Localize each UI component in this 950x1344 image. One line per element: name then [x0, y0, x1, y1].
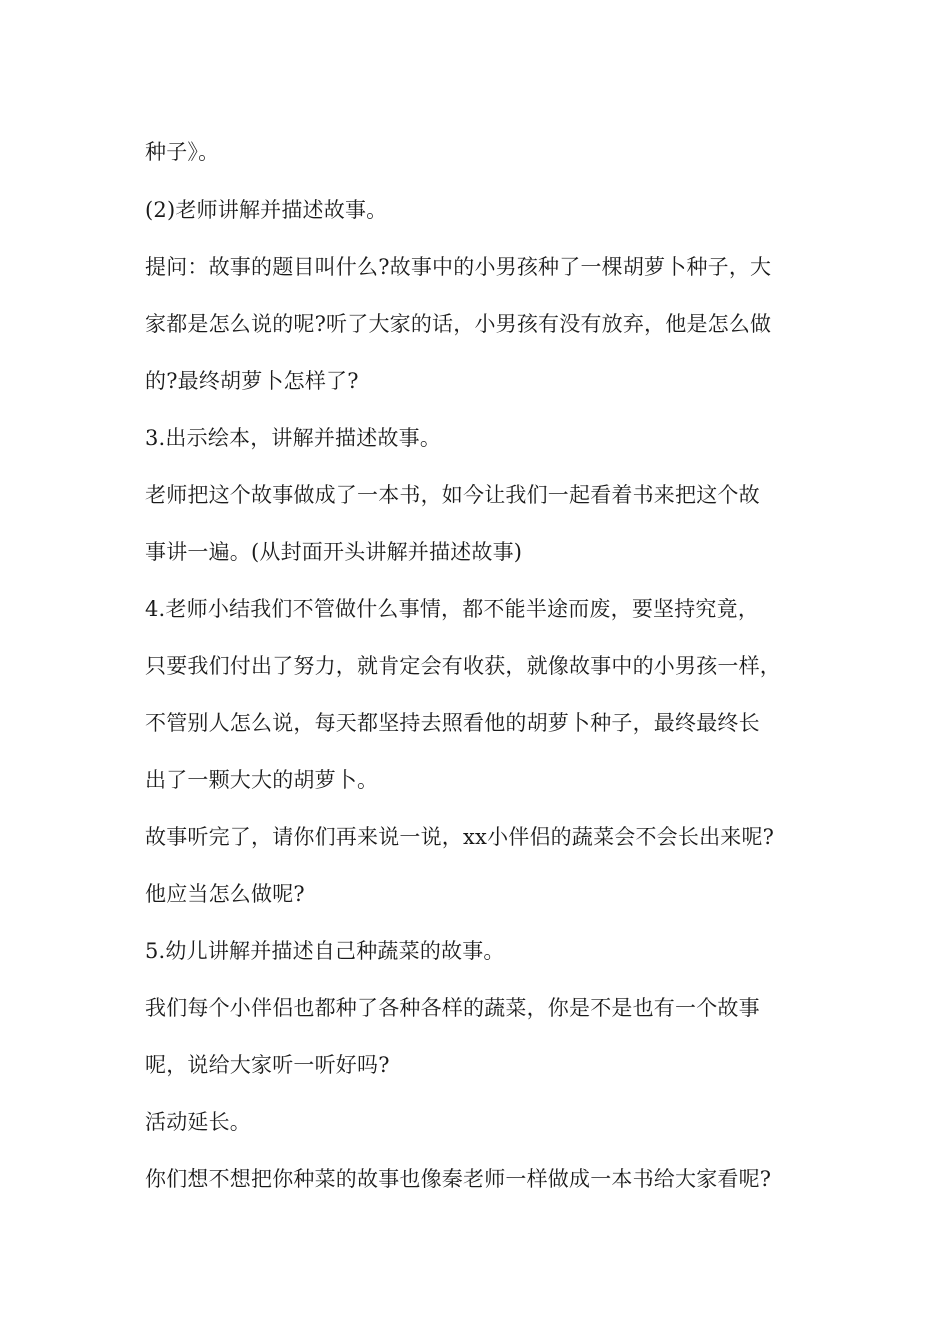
text-line: 事讲一遍。(从封面开头讲解并描述故事) — [145, 540, 523, 564]
text-line: 5.幼儿讲解并描述自己种蔬菜的故事。 — [145, 939, 505, 963]
text-line: 故事听完了，请你们再来说一说，xx小伴侣的蔬菜会不会长出来呢? — [145, 825, 775, 849]
text-line: 3.出示绘本，讲解并描述故事。 — [145, 426, 442, 450]
text-line: 家都是怎么说的呢?听了大家的话，小男孩有没有放弃，他是怎么做 — [145, 312, 772, 336]
text-line: 提问：故事的题目叫什么?故事中的小男孩种了一棵胡萝卜种子，大 — [145, 255, 772, 279]
text-line: 不管别人怎么说，每天都坚持去照看他的胡萝卜种子，最终最终长 — [145, 711, 760, 735]
text-line: 出了一颗大大的胡萝卜。 — [145, 768, 379, 792]
text-line: 老师把这个故事做成了一本书，如今让我们一起看着书来把这个故 — [145, 483, 760, 507]
text-line: 的?最终胡萝卜怎样了? — [145, 369, 359, 393]
text-line: 他应当怎么做呢? — [145, 882, 305, 906]
text-line: 活动延长。 — [145, 1110, 251, 1134]
text-line: (2)老师讲解并描述故事。 — [145, 198, 388, 222]
text-line: 种子》。 — [145, 140, 220, 164]
text-line: 你们想不想把你种菜的故事也像秦老师一样做成一本书给大家看呢? — [145, 1167, 772, 1191]
text-line: 我们每个小伴侣也都种了各种各样的蔬菜，你是不是也有一个故事 — [145, 996, 760, 1020]
text-line: 呢，说给大家听一听好吗? — [145, 1053, 390, 1077]
text-line: 4.老师小结我们不管做什么事情，都不能半途而废，要坚持究竟， — [145, 597, 760, 621]
text-line: 只要我们付出了努力，就肯定会有收获，就像故事中的小男孩一样， — [145, 654, 781, 678]
